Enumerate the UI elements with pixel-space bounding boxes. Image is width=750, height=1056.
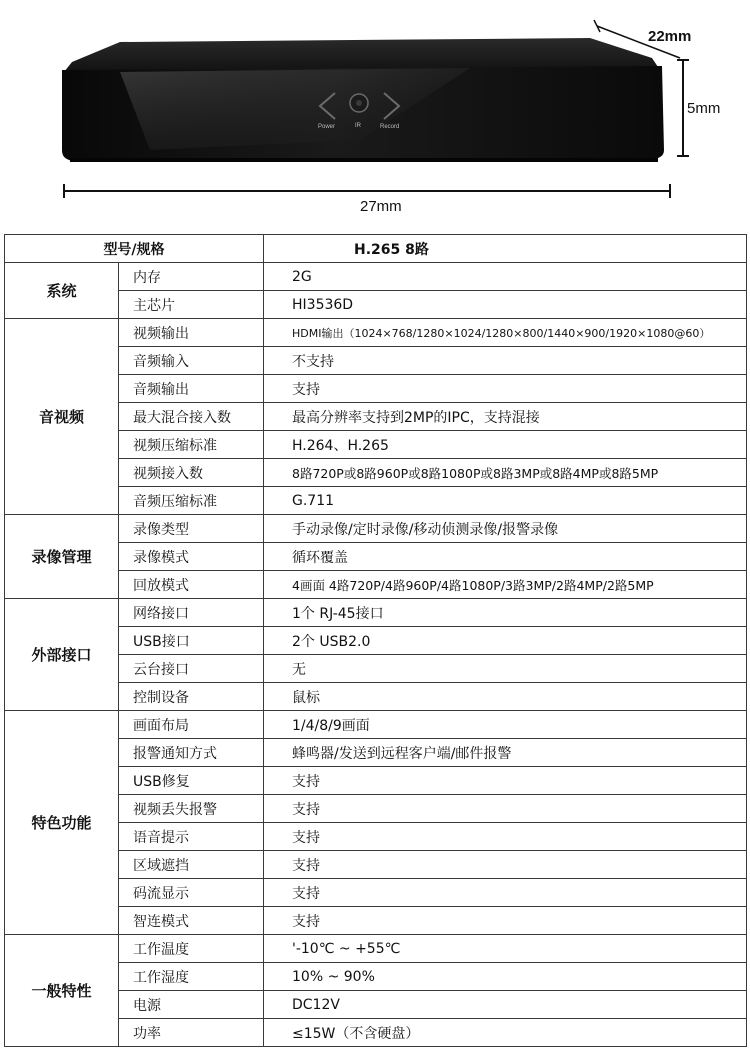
spec-value: HI3536D [264, 291, 747, 319]
spec-label: 音频输出 [119, 375, 264, 403]
spec-table [4, 234, 747, 1047]
table-row [5, 935, 747, 963]
table-row [5, 711, 747, 739]
spec-value: ≤15W（不含硬盘） [264, 1019, 747, 1047]
spec-value: 支持 [264, 907, 747, 935]
spec-value: HDMI输出（1024×768/1280×1024/1280×800/1440×900/1920×1080@60） [264, 319, 747, 347]
spec-value: 鼠标 [264, 683, 747, 711]
spec-value: 4画面 4路720P/4路960P/4路1080P/3路3MP/2路4MP/2路5MP [264, 571, 747, 599]
spec-value: 2个 USB2.0 [264, 627, 747, 655]
spec-value: DC12V [264, 991, 747, 1019]
spec-label: 录像类型 [119, 515, 264, 543]
spec-label: 智连模式 [119, 907, 264, 935]
table-header-row [5, 235, 747, 263]
spec-label: 音频压缩标准 [119, 487, 264, 515]
spec-label: 视频压缩标准 [119, 431, 264, 459]
spec-label: 功率 [119, 1019, 264, 1047]
spec-value: 10% ~ 90% [264, 963, 747, 991]
category-av: 音视频 [5, 319, 119, 515]
spec-label: 电源 [119, 991, 264, 1019]
spec-label: 语音提示 [119, 823, 264, 851]
spec-label: 回放模式 [119, 571, 264, 599]
category-ports: 外部接口 [5, 599, 119, 711]
spec-value: 无 [264, 655, 747, 683]
spec-value: 蜂鸣器/发送到远程客户端/邮件报警 [264, 739, 747, 767]
spec-label: 工作温度 [119, 935, 264, 963]
category-system: 系统 [5, 263, 119, 319]
spec-value: '-10℃ ~ +55℃ [264, 935, 747, 963]
power-label: Power [318, 124, 336, 130]
spec-value: 1/4/8/9画面 [264, 711, 747, 739]
spec-value: 1个 RJ-45接口 [264, 599, 747, 627]
record-label: Record [380, 124, 400, 130]
spec-value: 支持 [264, 851, 747, 879]
spec-value: 支持 [264, 767, 747, 795]
spec-value: 支持 [264, 375, 747, 403]
spec-label: 工作湿度 [119, 963, 264, 991]
spec-label: 录像模式 [119, 543, 264, 571]
spec-label: 码流显示 [119, 879, 264, 907]
depth-dimension-label: 22mm [648, 28, 692, 45]
spec-value: 2G [264, 263, 747, 291]
spec-value: 手动录像/定时录像/移动侦测录像/报警录像 [264, 515, 747, 543]
spec-label: 内存 [119, 263, 264, 291]
table-row [5, 263, 747, 291]
spec-label: 视频输出 [119, 319, 264, 347]
spec-label: 最大混合接入数 [119, 403, 264, 431]
spec-label: 云台接口 [119, 655, 264, 683]
spec-label: 画面布局 [119, 711, 264, 739]
spec-value: 不支持 [264, 347, 747, 375]
spec-label: 区域遮挡 [119, 851, 264, 879]
spec-label: 网络接口 [119, 599, 264, 627]
category-features: 特色功能 [5, 711, 119, 935]
table-row [5, 319, 747, 347]
model-value: H.265 8路 [264, 235, 747, 263]
spec-value: H.264、H.265 [264, 431, 747, 459]
table-row [5, 515, 747, 543]
category-recording: 录像管理 [5, 515, 119, 599]
spec-value: 8路720P或8路960P或8路1080P或8路3MP或8路4MP或8路5MP [264, 459, 747, 487]
spec-label: 控制设备 [119, 683, 264, 711]
ir-label: IR [355, 123, 361, 129]
spec-label: USB接口 [119, 627, 264, 655]
spec-value: 最高分辨率支持到2MP的IPC，支持混接 [264, 403, 747, 431]
model-label: 型号/规格 [5, 235, 264, 263]
spec-label: USB修复 [119, 767, 264, 795]
spec-label: 主芯片 [119, 291, 264, 319]
spec-value: 循环覆盖 [264, 543, 747, 571]
width-dimension-label: 27mm [360, 198, 402, 215]
table-row [5, 599, 747, 627]
spec-label: 视频接入数 [119, 459, 264, 487]
height-dimension-label: 5mm [687, 100, 721, 117]
spec-label: 视频丢失报警 [119, 795, 264, 823]
category-general: 一般特性 [5, 935, 119, 1047]
spec-value: 支持 [264, 879, 747, 907]
spec-value: 支持 [264, 795, 747, 823]
spec-label: 音频输入 [119, 347, 264, 375]
spec-value: G.711 [264, 487, 747, 515]
spec-value: 支持 [264, 823, 747, 851]
spec-label: 报警通知方式 [119, 739, 264, 767]
product-illustration [0, 0, 750, 232]
